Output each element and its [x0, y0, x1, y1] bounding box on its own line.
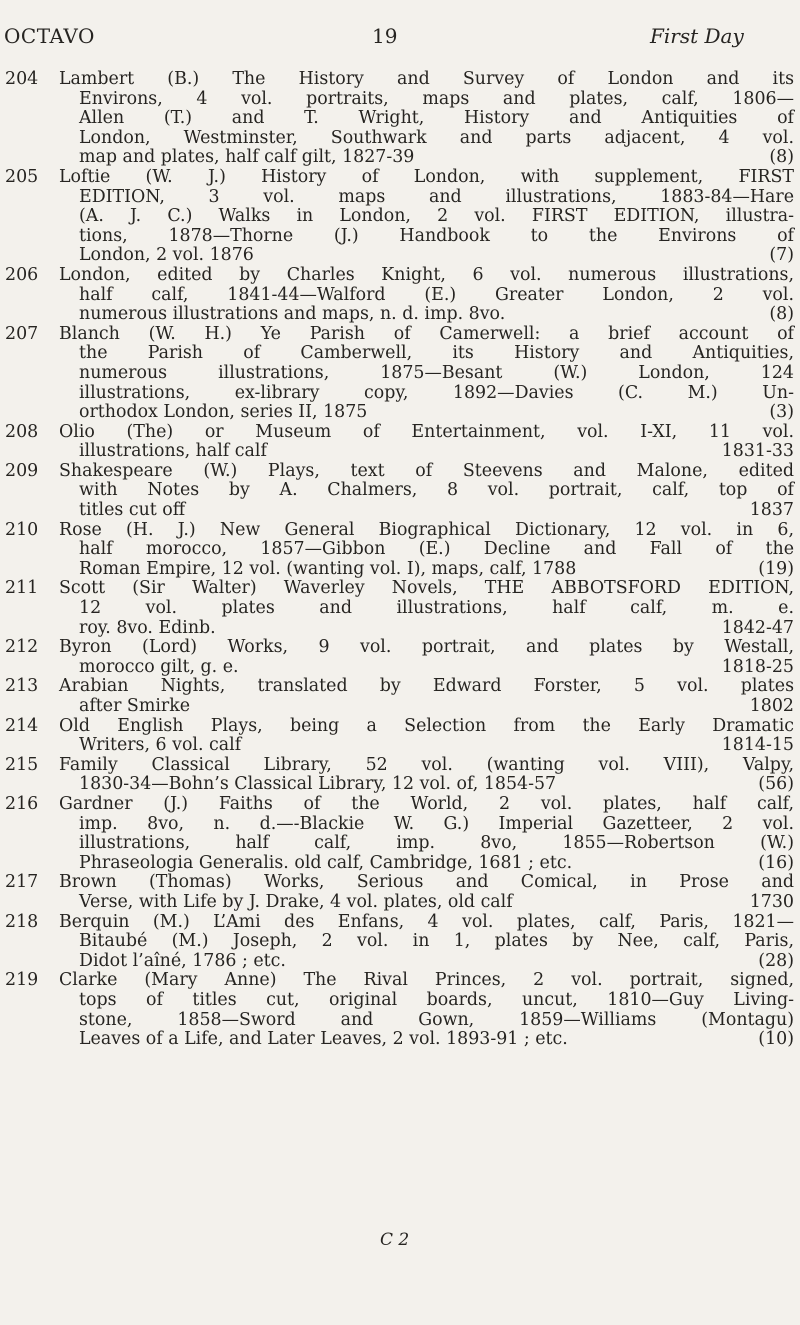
lot-description-line: illustrations, half calf, imp. 8vo, 1855—Robertson (W.) — [79, 833, 794, 854]
lot-description — [59, 913, 794, 972]
lot-description-line — [59, 619, 794, 639]
lot-number: 219 — [5, 970, 39, 991]
lot-description — [59, 677, 794, 716]
lot-number: 207 — [5, 323, 39, 344]
lot-date-or-count: (7) — [769, 245, 794, 266]
lot-date-or-count: (19) — [758, 558, 794, 579]
lot-description-line: Byron (Lord) Works, 9 vol. portrait, and plates by Westall, — [59, 637, 794, 658]
lot-description — [59, 795, 794, 873]
lot-number: 205 — [5, 166, 39, 187]
lot-entry — [0, 266, 800, 325]
lot-entry — [0, 971, 800, 1049]
lot-number: 212 — [5, 637, 39, 658]
lot-number: 206 — [5, 264, 39, 285]
lot-date-or-count: (3) — [769, 402, 794, 423]
lot-description-line: 12 vol. plates and illustrations, half calf, m. e. — [79, 598, 794, 619]
lot-description — [59, 521, 794, 580]
lot-entry — [0, 756, 800, 795]
lot-description-line: the Parish of Camberwell, its History and Antiquities, — [79, 343, 794, 364]
lot-description-line — [59, 403, 794, 423]
lot-number: 218 — [5, 911, 39, 932]
lot-date-or-count: 1802 — [749, 696, 794, 716]
lot-description-line: Allen (T.) and T. Wright, History and Antiquities of — [79, 108, 794, 129]
lot-date-or-count: (56) — [758, 774, 794, 795]
page-header — [0, 24, 800, 54]
lot-description-line: London, edited by Charles Knight, 6 vol. numerous illustrations, — [59, 264, 794, 285]
lot-description-line: Brown (Thomas) Works, Serious and Comical, in Prose and — [59, 872, 794, 893]
lot-description-line — [59, 854, 794, 874]
lot-description-line — [59, 246, 794, 266]
lot-description-line — [59, 305, 794, 325]
lot-description-line: tops of titles cut, original boards, uncut, 1810—Guy Living- — [79, 989, 794, 1010]
lot-text: roy. 8vo. Edinb. — [79, 617, 216, 638]
lot-list — [0, 70, 800, 1050]
lot-number: 208 — [5, 421, 39, 442]
lot-date-or-count: 1831-33 — [721, 441, 794, 462]
lot-description-line — [59, 952, 794, 972]
page-number: 19 — [372, 24, 398, 48]
lot-description-line: Loftie (W. J.) History of London, with supplement, FIRST — [59, 166, 794, 187]
lot-entry — [0, 325, 800, 423]
lot-description — [59, 717, 794, 756]
lot-description-line: (A. J. C.) Walks in London, 2 vol. FIRST EDITION, illustra- — [79, 206, 794, 227]
lot-number: 209 — [5, 460, 39, 481]
lot-description-line: Family Classical Library, 52 vol. (wanting vol. VIII), Valpy, — [59, 754, 794, 775]
lot-number: 217 — [5, 872, 39, 893]
lot-description — [59, 462, 794, 521]
lot-description-line: Gardner (J.) Faiths of the World, 2 vol. plates, half calf, — [59, 793, 794, 814]
lot-description-line — [59, 442, 794, 462]
lot-text: Phraseologia Generalis. old calf, Cambridge, 1681 ; etc. — [79, 852, 573, 873]
lot-text: illustrations, half calf — [79, 441, 267, 462]
lot-description — [59, 423, 794, 462]
lot-date-or-count: 1814-15 — [721, 735, 794, 756]
lot-entry — [0, 70, 800, 168]
lot-text: titles cut off — [79, 500, 186, 521]
lot-text: Verse, with Life by J. Drake, 4 vol. plates, old calf — [79, 891, 513, 912]
lot-description-line: numerous illustrations, 1875—Besant (W.) London, 124 — [79, 362, 794, 383]
lot-date-or-count: (10) — [758, 1029, 794, 1050]
lot-date-or-count: (16) — [758, 852, 794, 873]
lot-description-line — [59, 697, 794, 717]
lot-text: Roman Empire, 12 vol. (wanting vol. I), maps, calf, 1788 — [79, 558, 577, 579]
lot-description-line: tions, 1878—Thorne (J.) Handbook to the Environs of — [79, 225, 794, 246]
lot-entry — [0, 579, 800, 638]
lot-description — [59, 638, 794, 677]
lot-text: Didot l’aîné, 1786 ; etc. — [79, 950, 286, 971]
lot-description-line: half morocco, 1857—Gibbon (E.) Decline and Fall of the — [79, 539, 794, 560]
lot-text: London, 2 vol. 1876 — [79, 245, 254, 266]
lot-description-line — [59, 893, 794, 913]
lot-description — [59, 325, 794, 423]
lot-text: orthodox London, series II, 1875 — [79, 402, 368, 423]
lot-description-line: London, Westminster, Southwark and parts adjacent, 4 vol. — [79, 127, 794, 148]
lot-text: map and plates, half calf gilt, 1827-39 — [79, 147, 415, 168]
lot-entry — [0, 873, 800, 912]
lot-entry — [0, 638, 800, 677]
lot-description-line — [59, 736, 794, 756]
lot-text: morocco gilt, g. e. — [79, 656, 239, 677]
lot-description — [59, 168, 794, 266]
lot-description — [59, 756, 794, 795]
lot-entry — [0, 521, 800, 580]
lot-number: 211 — [5, 578, 39, 599]
format-heading: OCTAVO — [4, 24, 95, 48]
lot-date-or-count: 1837 — [749, 500, 794, 521]
lot-number: 204 — [5, 69, 39, 89]
lot-description-line: Environs, 4 vol. portraits, maps and plates, calf, 1806— — [79, 88, 794, 109]
lot-date-or-count: (8) — [769, 147, 794, 168]
lot-number: 214 — [5, 715, 39, 736]
lot-text: Leaves of a Life, and Later Leaves, 2 vol. 1893-91 ; etc. — [79, 1029, 568, 1050]
lot-description-line: imp. 8vo, n. d.—-Blackie W. G.) Imperial Gazetteer, 2 vol. — [79, 813, 794, 834]
lot-date-or-count: (28) — [758, 950, 794, 971]
lot-description-line: with Notes by A. Chalmers, 8 vol. portrait, calf, top of — [79, 480, 794, 501]
lot-description — [59, 266, 794, 325]
lot-description-line: Shakespeare (W.) Plays, text of Steevens and Malone, edited — [59, 460, 794, 481]
lot-entry — [0, 462, 800, 521]
lot-entry — [0, 168, 800, 266]
lot-description-line: Scott (Sir Walter) Waverley Novels, THE ABBOTSFORD EDITION, — [59, 578, 794, 599]
lot-description-line: half calf, 1841-44—Walford (E.) Greater London, 2 vol. — [79, 284, 794, 305]
lot-entry — [0, 717, 800, 756]
lot-number: 215 — [5, 754, 39, 775]
lot-description-line: Blanch (W. H.) Ye Parish of Camerwell: a brief account of — [59, 323, 794, 344]
lot-text: Writers, 6 vol. calf — [79, 735, 242, 756]
lot-description-line: stone, 1858—Sword and Gown, 1859—Williams (Montagu) — [79, 1009, 794, 1030]
lot-description — [59, 579, 794, 638]
lot-date-or-count: 1730 — [749, 891, 794, 912]
lot-description-line: Lambert (B.) The History and Survey of London and its — [59, 69, 794, 89]
lot-number: 216 — [5, 793, 39, 814]
lot-description-line — [59, 1030, 794, 1050]
lot-description-line: Old English Plays, being a Selection from the Early Dramatic — [59, 715, 794, 736]
signature-mark: C 2 — [380, 1230, 410, 1250]
lot-description-line: EDITION, 3 vol. maps and illustrations, 1883-84—Hare — [79, 186, 794, 207]
lot-description — [59, 971, 794, 1049]
lot-date-or-count: (8) — [769, 304, 794, 325]
lot-entry — [0, 795, 800, 873]
lot-text: numerous illustrations and maps, n. d. imp. 8vo. — [79, 304, 506, 325]
lot-description-line: Arabian Nights, translated by Edward Forster, 5 vol. plates — [59, 676, 794, 697]
lot-description-line — [59, 658, 794, 678]
lot-description-line — [59, 560, 794, 580]
lot-description-line: illustrations, ex-library copy, 1892—Davies (C. M.) Un- — [79, 382, 794, 403]
lot-description-line: Rose (H. J.) New General Biographical Dictionary, 12 vol. in 6, — [59, 519, 794, 540]
lot-entry — [0, 423, 800, 462]
lot-description-line — [59, 148, 794, 168]
lot-date-or-count: 1818-25 — [721, 656, 794, 677]
lot-description — [59, 70, 794, 168]
lot-description-line: Clarke (Mary Anne) The Rival Princes, 2 vol. portrait, signed, — [59, 970, 794, 991]
lot-text: after Smirke — [79, 696, 191, 716]
lot-entry — [0, 913, 800, 972]
lot-text: 1830-34—Bohn’s Classical Library, 12 vol. of, 1854-57 — [79, 774, 557, 795]
lot-date-or-count: 1842-47 — [721, 617, 794, 638]
lot-description-line: Bitaubé (M.) Joseph, 2 vol. in 1, plates by Nee, calf, Paris, — [79, 931, 794, 952]
lot-description — [59, 873, 794, 912]
sale-day-heading: First Day — [650, 24, 744, 48]
lot-description-line — [59, 775, 794, 795]
lot-number: 210 — [5, 519, 39, 540]
lot-description-line — [59, 501, 794, 521]
lot-description-line: Berquin (M.) L’Ami des Enfans, 4 vol. plates, calf, Paris, 1821— — [59, 911, 794, 932]
lot-entry — [0, 677, 800, 716]
lot-description-line: Olio (The) or Museum of Entertainment, vol. I-XI, 11 vol. — [59, 421, 794, 442]
lot-number: 213 — [5, 676, 39, 697]
